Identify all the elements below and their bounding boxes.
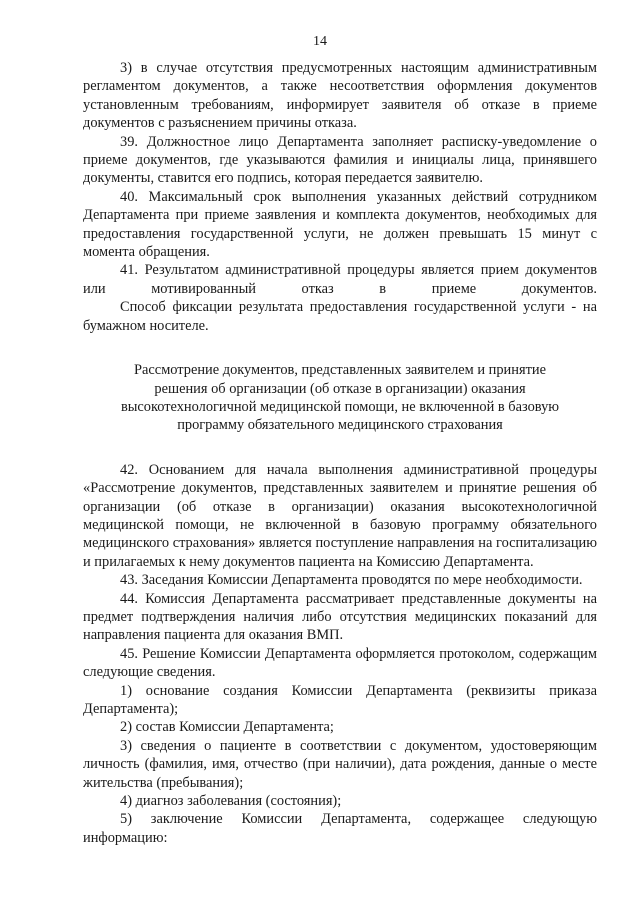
page-number: 14 [313, 34, 327, 49]
paragraph-result-fixation: Способ фиксации результата предоставления государственной услуги - на бумажном носителе. [83, 299, 597, 334]
document-body [83, 59, 597, 847]
section-heading [83, 361, 597, 435]
section-heading-line: Рассмотрение документов, представленных заявителем и принятие [134, 362, 546, 379]
section-heading-line: программу обязательного медицинского страхования [177, 417, 503, 434]
paragraph-40: 40. Максимальный срок выполнения указанных действий сотрудником Департамента при приеме заявления и комплекта документов, необходимых для предоставления государственной услуги, не должен превышать 15 минут с момента обращения. [83, 188, 597, 261]
paragraph-44: 44. Комиссия Департамента рассматривает представленные документы на предмет подтверждения наличия либо отсутствия медицинских показаний для направления пациента для оказания ВМП. [83, 590, 597, 644]
paragraph-38-item-3: 3) в случае отсутствия предусмотренных настоящим административным регламентом документов, а также несоответствия оформления документов установленным требованиям, информирует заявителя об отказе в приеме документов с разъяснением причины отказа. [83, 60, 597, 132]
paragraph-39: 39. Должностное лицо Департамента заполняет расписку-уведомление о приеме документов, где указываются фамилия и инициалы лица, принявшего документы, ставится его подпись, которая передается заявителю. [83, 133, 597, 187]
list-item-2: 2) состав Комиссии Департамента; [120, 719, 334, 736]
paragraph-42: 42. Основанием для начала выполнения административной процедуры «Рассмотрение документов, представленных заявителем и принятие решения об организации (об отказе в организации) оказания высокотехнологичной медицинской помощи, не включенной в базовую программу обязательного медицинского страхования» является поступление направления на госпитализацию и прилагаемых к нему документов пациента на Комиссию Департамента. [83, 461, 597, 570]
section-heading-line: высокотехнологичной медицинской помощи, не включенной в базовую [120, 398, 560, 415]
paragraph-41: 41. Результатом административной процедуры является прием документов или мотивированный отказ в приеме документов. [83, 262, 597, 297]
list-item-5: 5) заключение Комиссии Департамента, содержащее следующую информацию: [83, 811, 597, 846]
list-item-4: 4) диагноз заболевания (состояния); [120, 793, 342, 810]
list-item-3: 3) сведения о пациенте в соответствии с документом, удостоверяющим личность (фамилия, имя, отчество (при наличии), дата рождения, данные о месте жительства (пребывания); [83, 737, 597, 791]
paragraph-45: 45. Решение Комиссии Департамента оформляется протоколом, содержащим следующие сведения. [83, 645, 597, 681]
section-heading-line: решения об организации (об отказе в организации) оказания [154, 380, 526, 397]
paragraph-43: 43. Заседания Комиссии Департамента проводятся по мере необходимости. [120, 572, 583, 589]
list-item-1: 1) основание создания Комиссии Департамента (реквизиты приказа Департамента); [83, 682, 597, 717]
